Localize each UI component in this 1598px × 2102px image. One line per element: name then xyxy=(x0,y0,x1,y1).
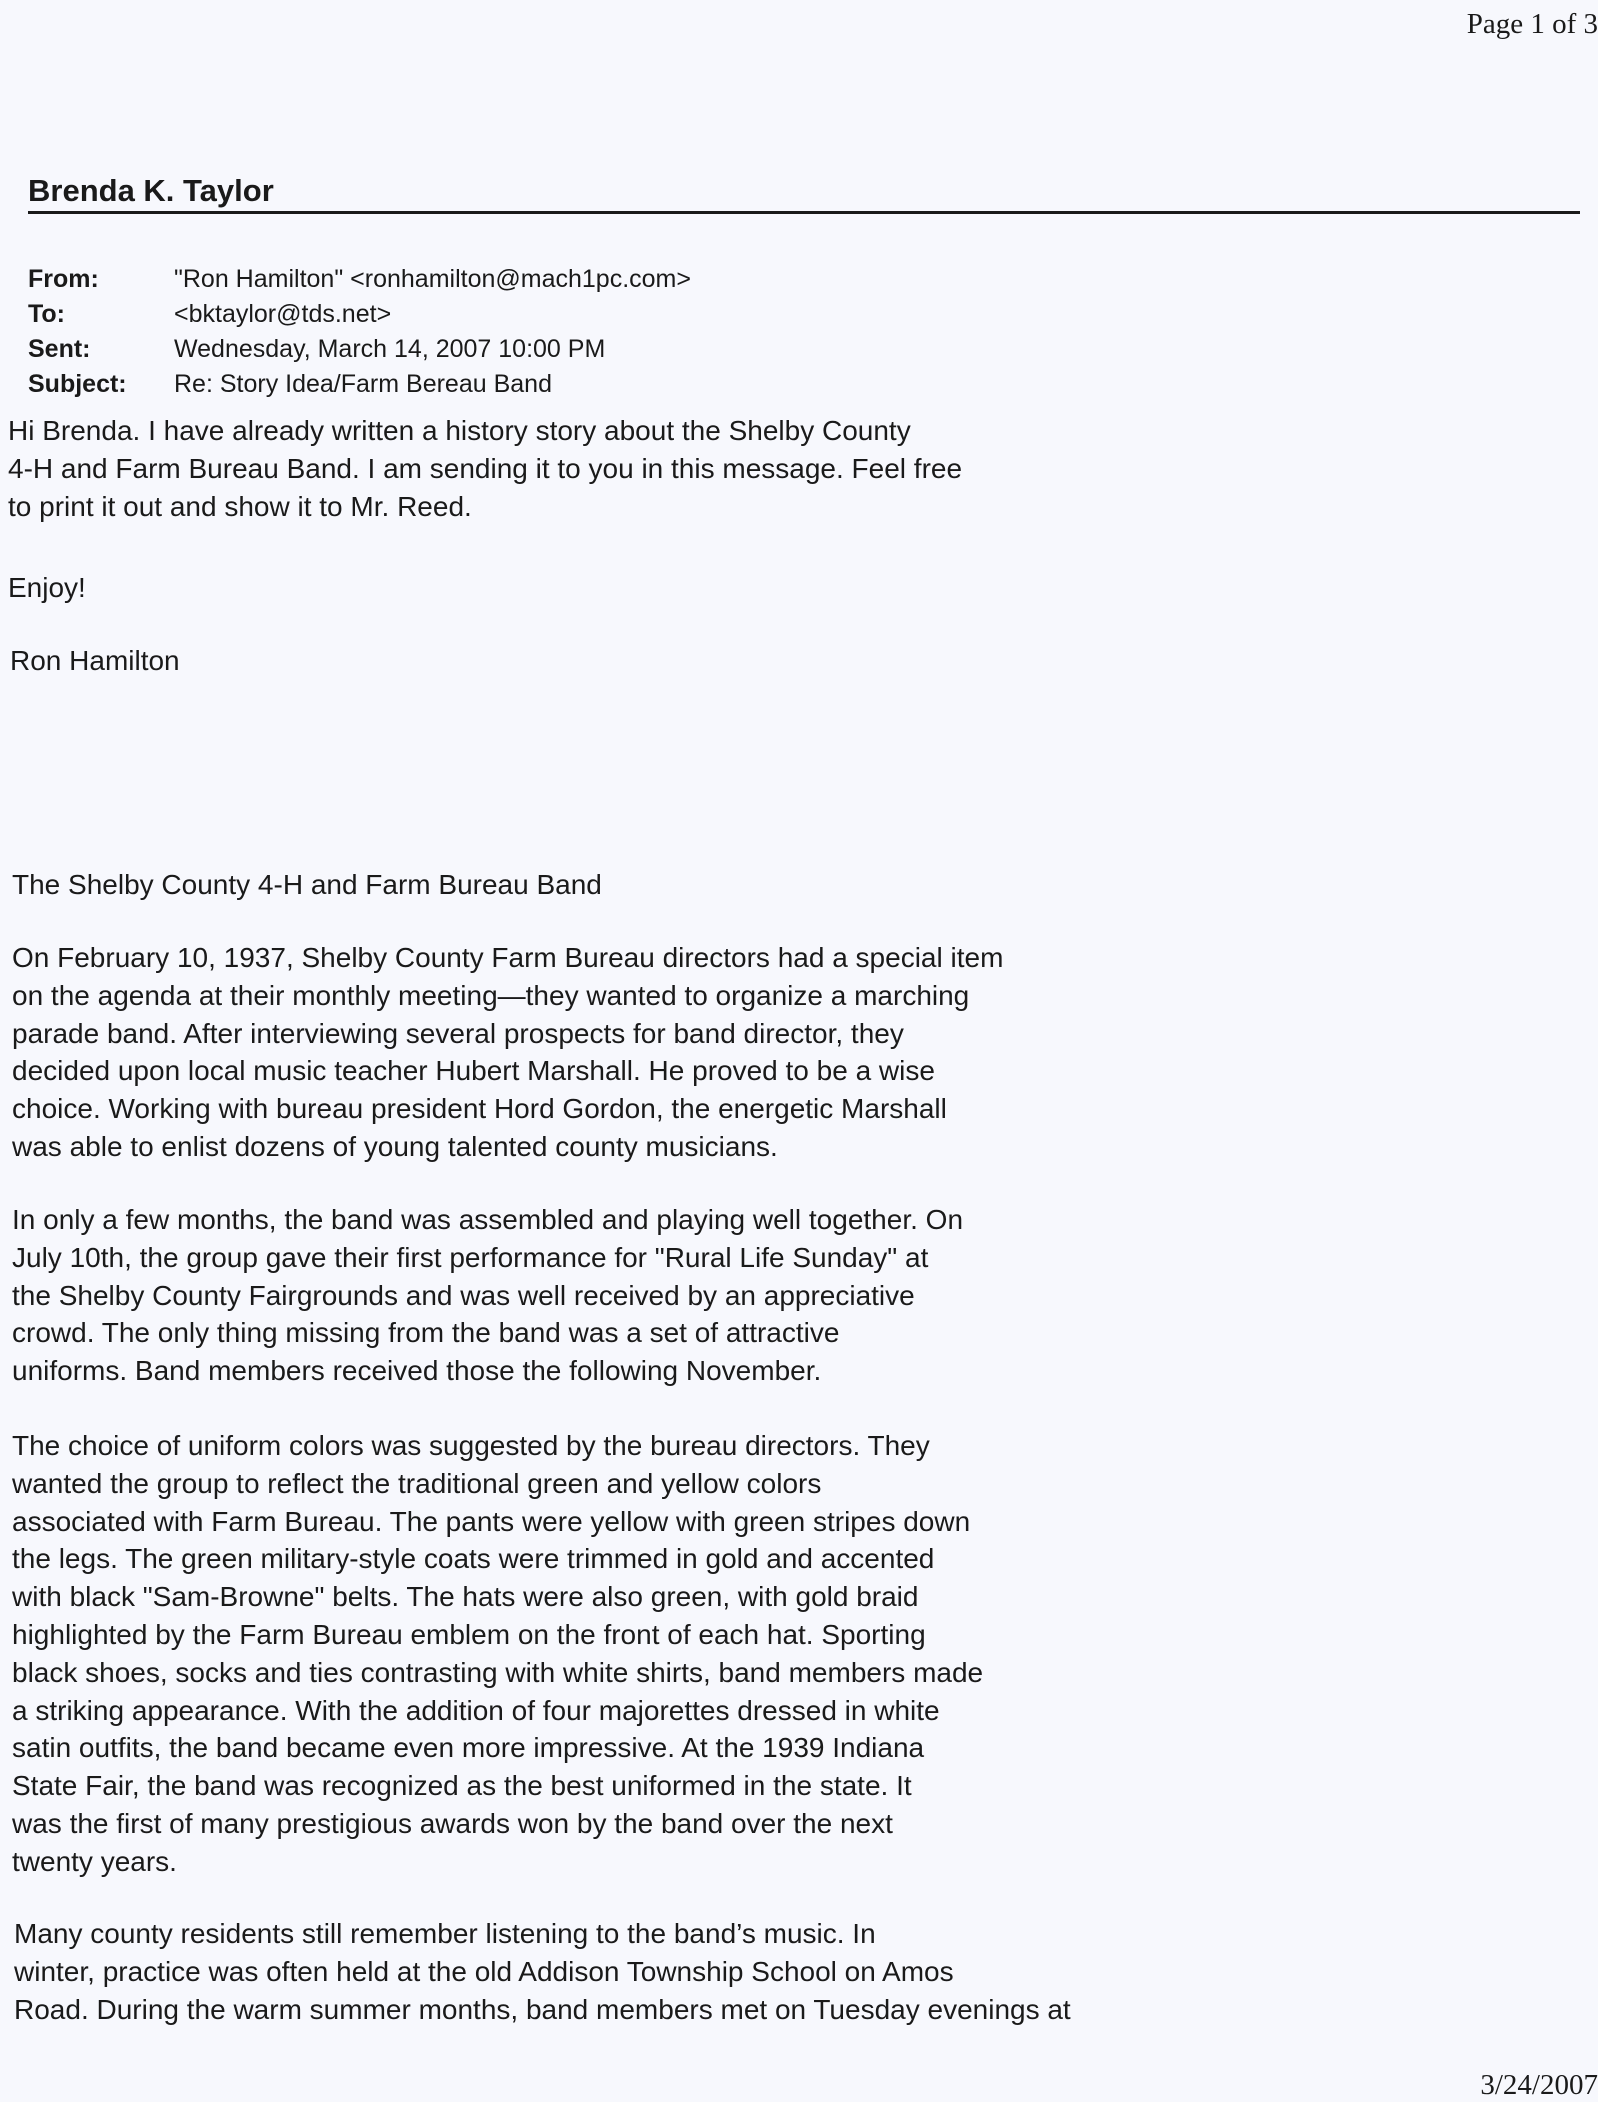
paragraph-line: crowd. The only thing missing from the band was a set of attractive xyxy=(12,1317,840,1349)
paragraph-line: associated with Farm Bureau. The pants were yellow with green stripes down xyxy=(12,1505,971,1537)
to-label: To: xyxy=(28,300,66,328)
paragraph-line: on the agenda at their monthly meeting—they wanted to organize a marching xyxy=(12,979,970,1011)
paragraph-line: was the first of many prestigious awards won by the band over the next xyxy=(12,1807,893,1839)
story-paragraph-1 xyxy=(12,939,1003,1166)
message-signature: Ron Hamilton xyxy=(10,645,180,676)
paragraph-line: a striking appearance. With the addition of four majorettes dressed in white xyxy=(12,1694,940,1726)
message-enjoy: Enjoy! xyxy=(8,572,86,603)
paragraph-line: On February 10, 1937, Shelby County Farm Bureau directors had a special item xyxy=(12,942,1004,973)
paragraph-line: The choice of uniform colors was suggested by the bureau directors. They xyxy=(12,1430,930,1461)
date-stamp: 3/24/2007 xyxy=(1480,2069,1598,2101)
story-title: The Shelby County 4-H and Farm Bureau Band xyxy=(12,869,602,900)
paragraph-line: wanted the group to reflect the traditional green and yellow colors xyxy=(12,1467,822,1499)
paragraph-line: State Fair, the band was recognized as the best uniformed in the state. It xyxy=(12,1770,912,1802)
page-number: Page 1 of 3 xyxy=(1466,8,1598,40)
to-row xyxy=(28,297,691,332)
paragraph-line: decided upon local music teacher Hubert Marshall. He proved to be a wise xyxy=(12,1055,935,1087)
sent-value: Wednesday, March 14, 2007 10:00 PM xyxy=(174,335,606,363)
paragraph-line: with black "Sam-Browne" belts. The hats were also green, with gold braid xyxy=(12,1581,919,1613)
paragraph-line: satin outfits, the band became even more impressive. At the 1939 Indiana xyxy=(12,1732,925,1764)
paragraph-line: uniforms. Band members received those the following November. xyxy=(12,1355,822,1387)
from-label: From: xyxy=(28,265,99,293)
subject-value: Re: Story Idea/Farm Bereau Band xyxy=(174,370,552,398)
email-header xyxy=(28,262,691,402)
paragraph-line: July 10th, the group gave their first performance for "Rural Life Sunday" at xyxy=(12,1241,929,1273)
header-rule xyxy=(28,211,1580,214)
sent-row xyxy=(28,332,691,367)
paragraph-line: Many county residents still remember listening to the band’s music. In xyxy=(14,1918,876,1949)
subject-label: Subject: xyxy=(28,370,127,398)
account-name: Brenda K. Taylor xyxy=(28,173,274,208)
paragraph-line: Road. During the warm summer months, band members met on Tuesday evenings at xyxy=(14,1993,1071,2025)
paragraph-line: the Shelby County Fairgrounds and was well received by an appreciative xyxy=(12,1279,915,1311)
to-value: <bktaylor@tds.net> xyxy=(174,300,392,328)
paragraph-line: twenty years. xyxy=(12,1845,177,1877)
intro-line: Hi Brenda. I have already written a history story about the Shelby County xyxy=(8,415,911,446)
paragraph-line: highlighted by the Farm Bureau emblem on the front of each hat. Sporting xyxy=(12,1618,926,1650)
intro-line: to print it out and show it to Mr. Reed. xyxy=(8,490,472,522)
message-intro xyxy=(8,412,962,525)
paragraph-line: winter, practice was often held at the old Addison Township School on Amos xyxy=(14,1955,954,1987)
paragraph-line: was able to enlist dozens of young talented county musicians. xyxy=(12,1130,778,1162)
paragraph-line: In only a few months, the band was assembled and playing well together. On xyxy=(12,1204,964,1235)
story-paragraph-4 xyxy=(14,1915,1071,2028)
sent-label: Sent: xyxy=(28,335,91,363)
intro-line: 4-H and Farm Bureau Band. I am sending it to you in this message. Feel free xyxy=(8,452,963,484)
paragraph-line: parade band. After interviewing several prospects for band director, they xyxy=(12,1017,904,1049)
paragraph-line: the legs. The green military-style coats were trimmed in gold and accented xyxy=(12,1543,935,1575)
from-row xyxy=(28,262,691,297)
story-paragraph-3 xyxy=(12,1427,983,1881)
story-paragraph-2 xyxy=(12,1201,963,1390)
paragraph-line: black shoes, socks and ties contrasting with white shirts, band members made xyxy=(12,1656,984,1688)
subject-row xyxy=(28,367,691,402)
paragraph-line: choice. Working with bureau president Hord Gordon, the energetic Marshall xyxy=(12,1093,947,1125)
from-value: "Ron Hamilton" <ronhamilton@mach1pc.com> xyxy=(174,265,691,293)
